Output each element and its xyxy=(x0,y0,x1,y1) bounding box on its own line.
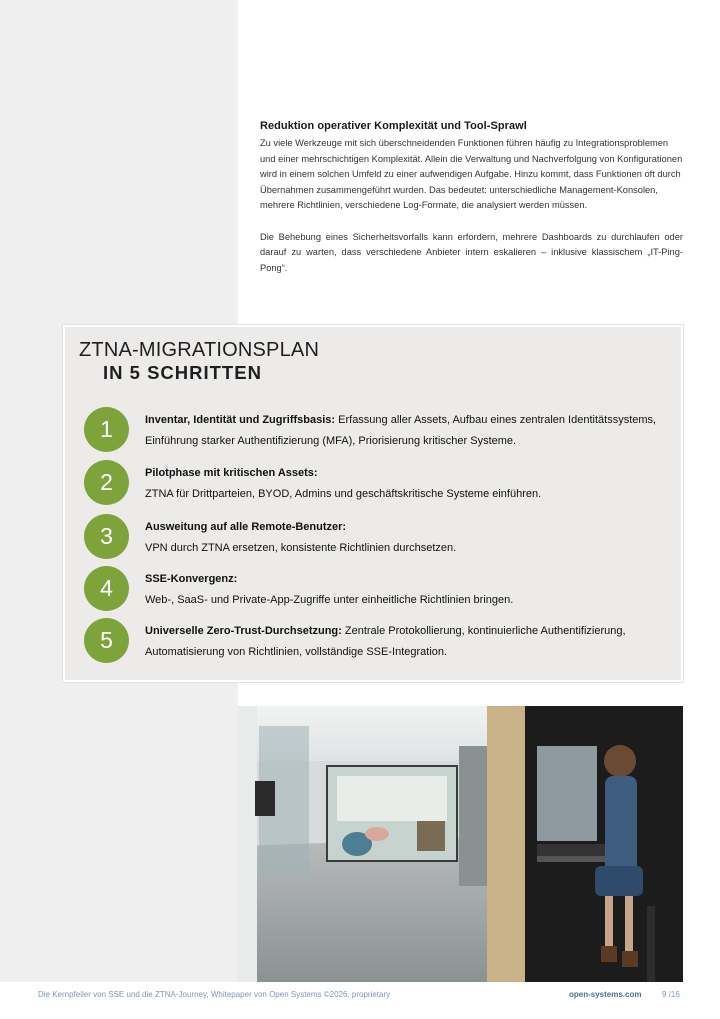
step-number-badge: 4 xyxy=(84,566,129,611)
step-title: Ausweitung auf alle Remote-Benutzer: xyxy=(145,521,347,533)
step-title: Universelle Zero-Trust-Durchsetzung: xyxy=(145,625,342,637)
step-description: Zentrale Protokollierung, kontinuierliche Authentifizierung, Automatisierung von Richtlinien, vollständige SSE-Integration. xyxy=(145,625,626,658)
office-photo xyxy=(237,706,683,982)
migration-plan-box xyxy=(63,325,683,682)
step-text xyxy=(145,517,680,558)
intro-paragraph-2: Die Behebung eines Sicherheitsvorfalls kann erfordern, mehrere Dashboards zu durchlaufen oder darauf zu warten, dass verschiedene Anbieter intern eskalieren – inklusive klassischem „IT-Ping-Pong“. xyxy=(260,231,683,273)
step-title: Pilotphase mit kritischen Assets: xyxy=(145,467,318,479)
step-description: ZTNA für Drittparteien, BYOD, Admins und geschäftskritische Systeme einführen. xyxy=(145,487,542,500)
step-description: VPN durch ZTNA ersetzen, konsistente Richtlinien durchsetzen. xyxy=(145,541,457,554)
footer-website-link[interactable]: open-systems.com xyxy=(569,990,642,999)
step-description: Erfassung aller Assets, Aufbau eines zentralen Identitätssystems, Einführung starker Authentifizierung (MFA), Priorisierung kritischer Systeme. xyxy=(145,414,657,447)
step-text xyxy=(145,569,680,610)
footer-page-number: 9 /16 xyxy=(662,990,680,999)
intro-heading: Reduktion operativer Komplexität und Tool-Sprawl xyxy=(260,120,527,132)
plan-title: ZTNA-MIGRATIONSPLAN xyxy=(79,339,320,361)
step-text xyxy=(145,621,680,662)
step-description: Web-, SaaS- und Private-App-Zugriffe unter einheitliche Richtlinien bringen. xyxy=(145,593,514,606)
intro-section xyxy=(260,120,683,276)
step-number-badge: 2 xyxy=(84,460,129,505)
step-number-badge: 1 xyxy=(84,407,129,452)
step-title: Inventar, Identität und Zugriffsbasis: xyxy=(145,414,336,426)
plan-subtitle: IN 5 SCHRITTEN xyxy=(103,362,262,383)
step-number-badge: 3 xyxy=(84,514,129,559)
step-number-badge: 5 xyxy=(84,618,129,663)
step-title: SSE-Konvergenz: xyxy=(145,573,238,585)
footer-document-info: Die Kernpfeiler von SSE und die ZTNA-Journey, Whitepaper von Open Systems ©2026, proprietary xyxy=(38,990,391,999)
page-footer xyxy=(0,982,720,1019)
intro-paragraph-1: Zu viele Werkzeuge mit sich überschneidenden Funktionen führen häufig zu Integrationsproblemen und einer mehrschichtigen Komplexität. Allein die Verwaltung und Nachverfolgung von Konfigurationen wird in einem solchen Umfeld zu einer aufwendigen Aufgabe. Hinzu kommt, dass Funktionen oft durch Übernahmen zusammengeführt wurden. Das bedeutet: unterschiedliche Management-Konsolen, mehrere Richtlinien, verschiedene Log-Formate, die analysiert werden müssen. xyxy=(260,138,683,210)
step-text xyxy=(145,410,680,451)
step-text xyxy=(145,463,680,504)
